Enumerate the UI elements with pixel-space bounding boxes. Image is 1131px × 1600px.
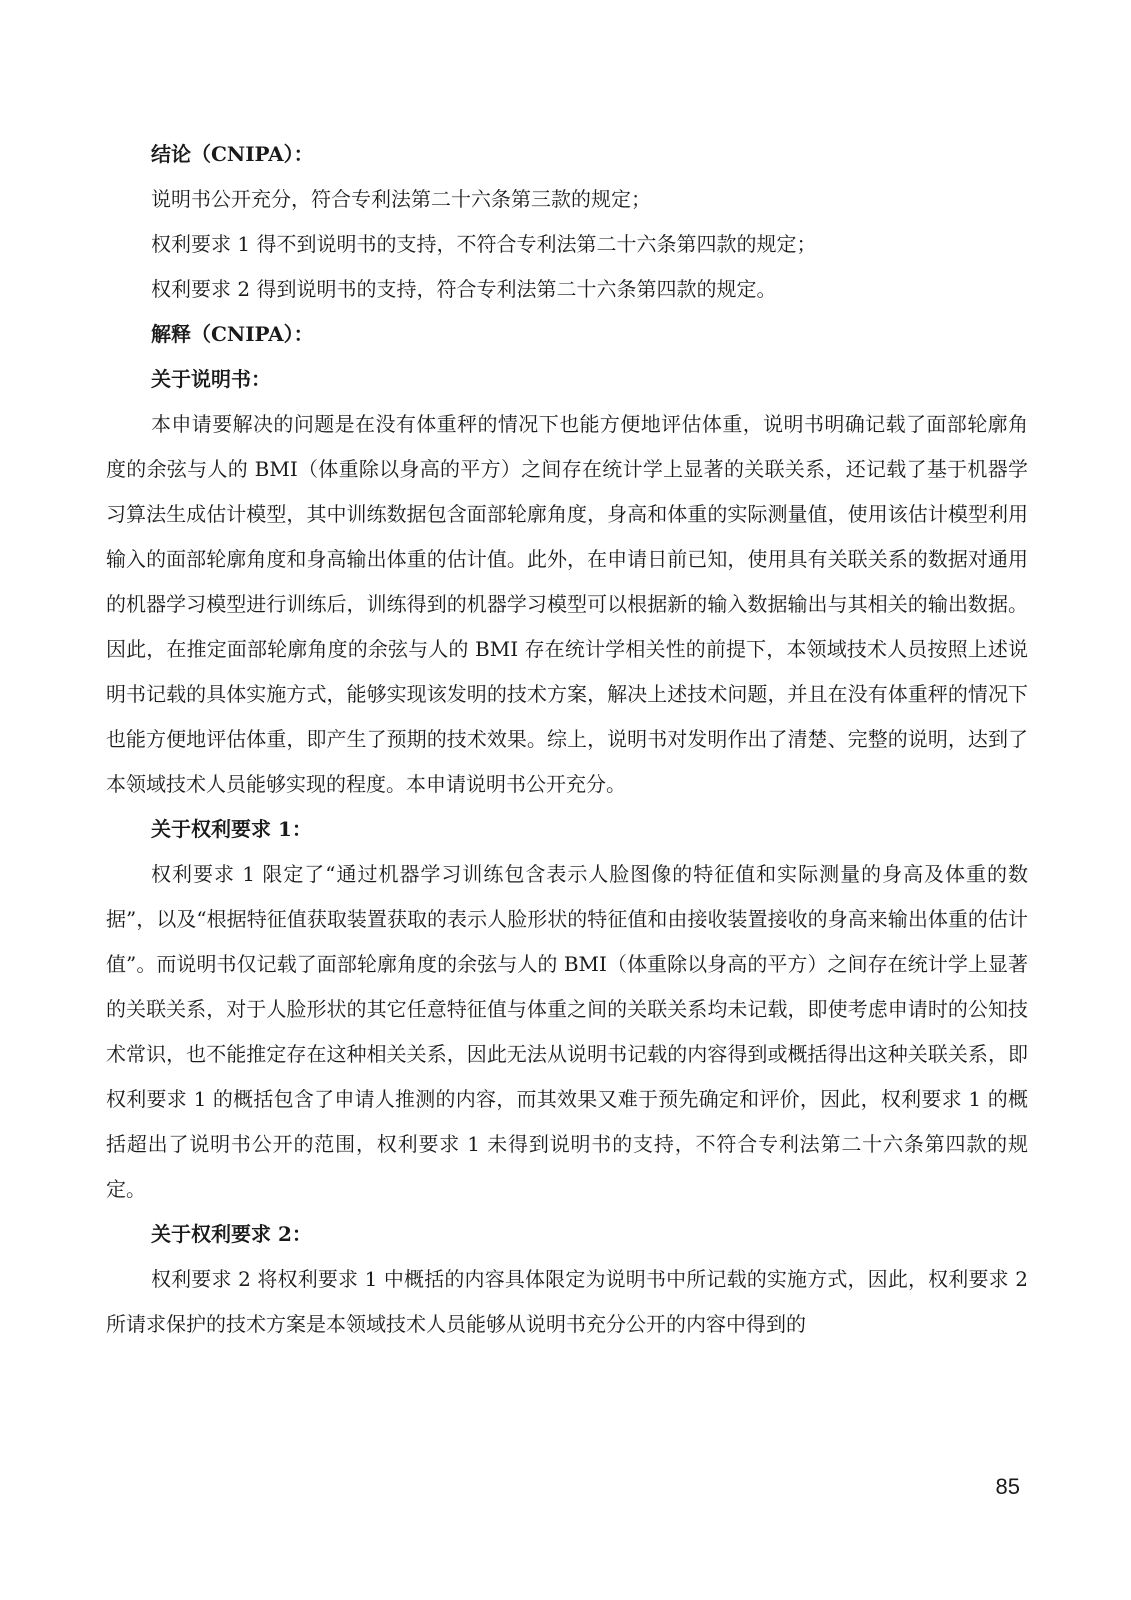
spec-paragraph: 本申请要解决的问题是在没有体重秤的情况下也能方便地评估体重，说明书明确记载了面部轮廓角度的余弦与人的 BMI（体重除以身高的平方）之间存在统计学上显著的关联关系，还记载了基于机器学习算法生成估计模型，其中训练数据包含面部轮廓角度，身高和体重的实际测量值，使用该估计模型利用输入的面部轮廓角度和身高输出体重的估计值。此外，在申请日前已知，使用具有关联关系的数据对通用的机器学习模型进行训练后，训练得到的机器学习模型可以根据新的输入数据输出与其相关的输出数据。因此，在推定面部轮廓角度的余弦与人的 BMI 存在统计学相关性的前提下，本领域技术人员按照上述说明书记载的具体实施方式，能够实现该发明的技术方案，解决上述技术问题，并且在没有体重秤的情况下也能方便地评估体重，即产生了预期的技术效果。综上，说明书对发明作出了清楚、完整的说明，达到了本领域技术人员能够实现的程度。本申请说明书公开充分。 — [106, 412, 1028, 796]
page-number: 85 — [995, 1474, 1020, 1499]
page-content — [106, 132, 1028, 1347]
spec-heading: 关于说明书： — [151, 367, 271, 391]
conclusion-heading: 结论（CNIPA）： — [151, 142, 314, 166]
claim1-heading: 关于权利要求 1： — [151, 817, 312, 841]
explanation-heading: 解释（CNIPA）： — [151, 322, 314, 346]
conclusion-item-2: 权利要求 1 得不到说明书的支持，不符合专利法第二十六条第四款的规定； — [151, 232, 817, 256]
conclusion-item-1: 说明书公开充分，符合专利法第二十六条第三款的规定； — [151, 187, 651, 211]
conclusion-item-3: 权利要求 2 得到说明书的支持，符合专利法第二十六条第四款的规定。 — [151, 277, 777, 301]
claim1-paragraph: 权利要求 1 限定了“通过机器学习训练包含表示人脸图像的特征值和实际测量的身高及体重的数据”，以及“根据特征值获取装置获取的表示人脸形状的特征值和由接收装置接收的身高来输出体重的估计值”。而说明书仅记载了面部轮廓角度的余弦与人的 BMI（体重除以身高的平方）之间存在统计学上显著的关联关系，对于人脸形状的其它任意特征值与体重之间的关联关系均未记载，即使考虑申请时的公知技术常识，也不能推定存在这种相关关系，因此无法从说明书记载的内容得到或概括得出这种关联关系，即权利要求 1 的概括包含了申请人推测的内容，而其效果又难于预先确定和评价，因此，权利要求 1 的概括超出了说明书公开的范围，权利要求 1 未得到说明书的支持，不符合专利法第二十六条第四款的规定。 — [106, 862, 1028, 1201]
claim2-heading: 关于权利要求 2： — [151, 1222, 312, 1246]
claim2-paragraph: 权利要求 2 将权利要求 1 中概括的内容具体限定为说明书中所记载的实施方式，因此，权利要求 2 所请求保护的技术方案是本领域技术人员能够从说明书充分公开的内容中得到的 — [106, 1267, 1028, 1336]
